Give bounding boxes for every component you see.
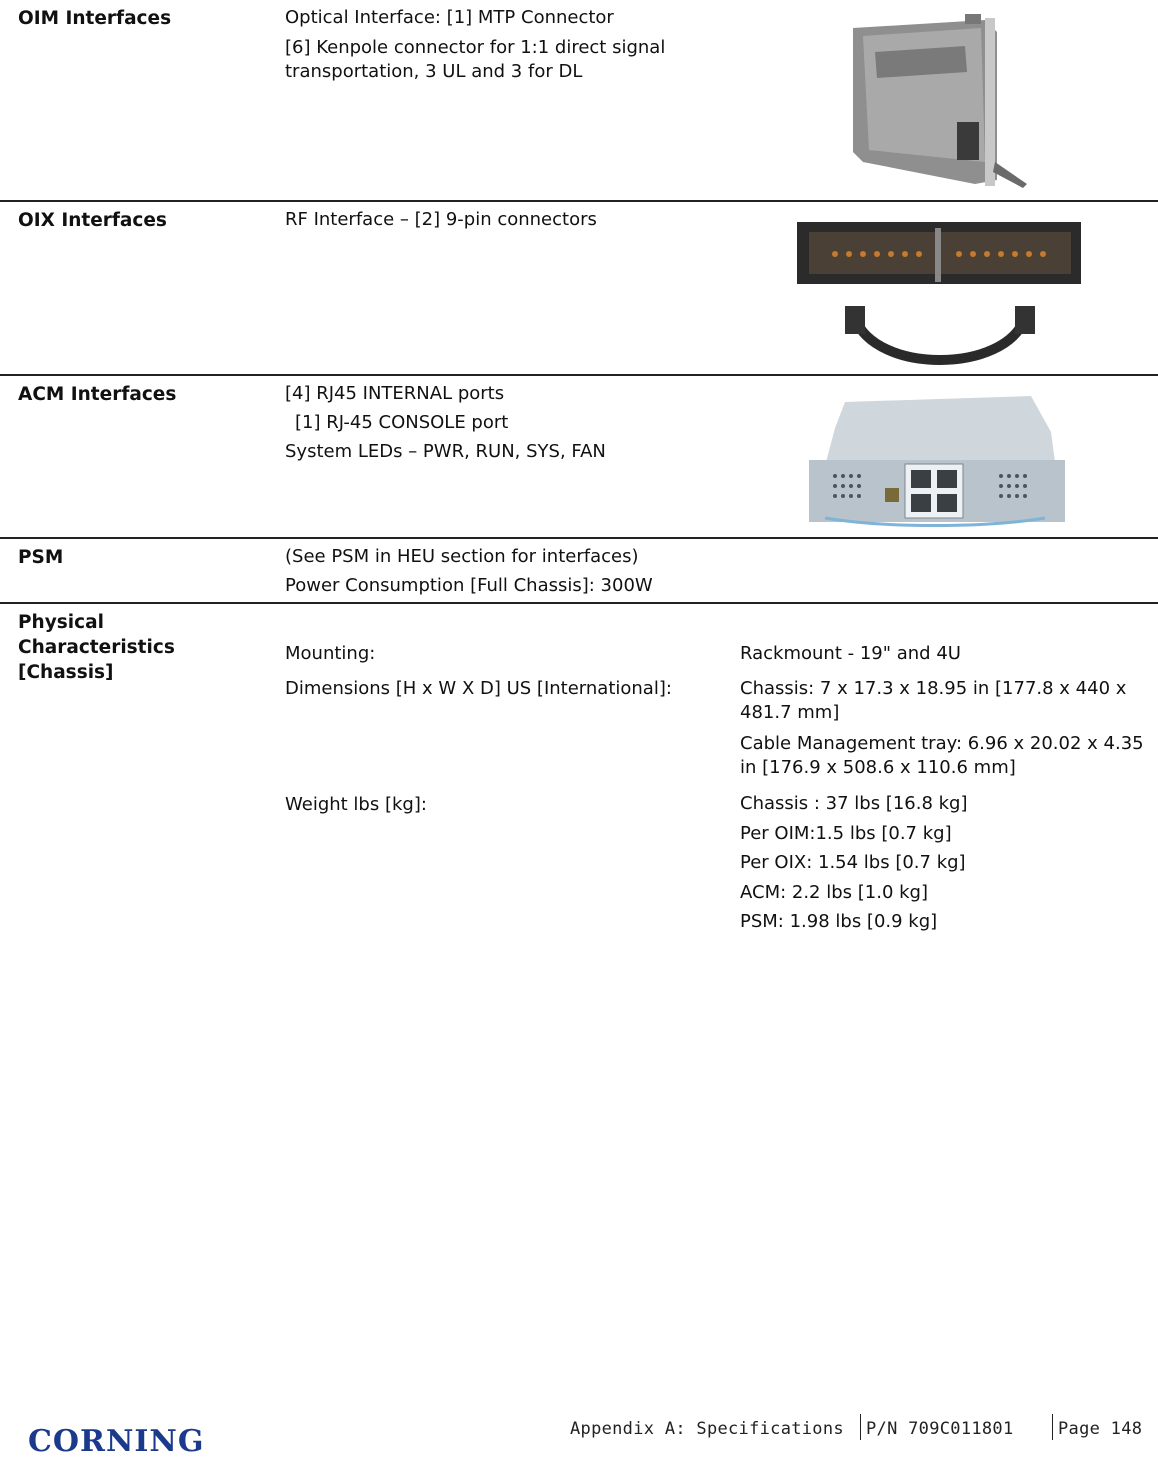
separator [0, 374, 1158, 376]
footer-section: Appendix A: Specifications [570, 1419, 844, 1439]
footer-part-number: P/N 709C011801 [866, 1419, 1014, 1439]
footer-divider [860, 1414, 861, 1440]
dimensions-tray: Cable Management tray: 6.96 x 20.02 x 4.35 in [176.9 x 508.6 x 110.6 mm] [740, 733, 1144, 778]
mounting-value: Rackmount - 19" and 4U [740, 643, 961, 664]
acm-internal-ports: [4] RJ45 INTERNAL ports [285, 383, 505, 404]
acm-system-leds: System LEDs – PWR, RUN, SYS, FAN [285, 441, 606, 462]
footer-divider [1052, 1414, 1053, 1440]
dimensions-label: Dimensions [H x W X D] US [International]: [285, 678, 672, 699]
physical-label-3: [Chassis] [18, 662, 114, 683]
footer-page-number: Page 148 [1058, 1419, 1143, 1439]
physical-label-1: Physical [18, 612, 104, 633]
oix-module-image [795, 214, 1085, 375]
corning-logo: CORNING [28, 1424, 205, 1459]
oim-label: OIM Interfaces [18, 8, 172, 29]
psm-see-heu: (See PSM in HEU section for interfaces) [285, 546, 639, 567]
acm-console-port: [1] RJ-45 CONSOLE port [295, 412, 509, 433]
oix-label: OIX Interfaces [18, 210, 167, 231]
mounting-label: Mounting: [285, 643, 376, 664]
separator [0, 537, 1158, 539]
acm-label: ACM Interfaces [18, 384, 177, 405]
physical-label-2: Characteristics [18, 637, 175, 658]
dimensions-chassis: Chassis: 7 x 17.3 x 18.95 in [177.8 x 440 x 481.7 mm] [740, 678, 1127, 723]
weight-acm: ACM: 2.2 lbs [1.0 kg] [740, 882, 928, 903]
separator [0, 602, 1158, 604]
weight-oix: Per OIX: 1.54 lbs [0.7 kg] [740, 852, 966, 873]
weight-chassis: Chassis : 37 lbs [16.8 kg] [740, 793, 968, 814]
oim-optical-interface: Optical Interface: [1] MTP Connector [285, 7, 614, 28]
separator [0, 200, 1158, 202]
acm-module-image [805, 392, 1071, 533]
oix-rf-interface: RF Interface – [2] 9-pin connectors [285, 209, 597, 230]
weight-oim: Per OIM:1.5 lbs [0.7 kg] [740, 823, 952, 844]
psm-label: PSM [18, 547, 64, 568]
oim-module-image [845, 12, 1035, 197]
weight-label: Weight lbs [kg]: [285, 794, 427, 815]
weight-psm: PSM: 1.98 lbs [0.9 kg] [740, 911, 938, 932]
oim-kenpole-connector: [6] Kenpole connector for 1:1 direct signal transportation, 3 UL and 3 for DL [285, 37, 666, 82]
psm-power-consumption: Power Consumption [Full Chassis]: 300W [285, 575, 653, 596]
